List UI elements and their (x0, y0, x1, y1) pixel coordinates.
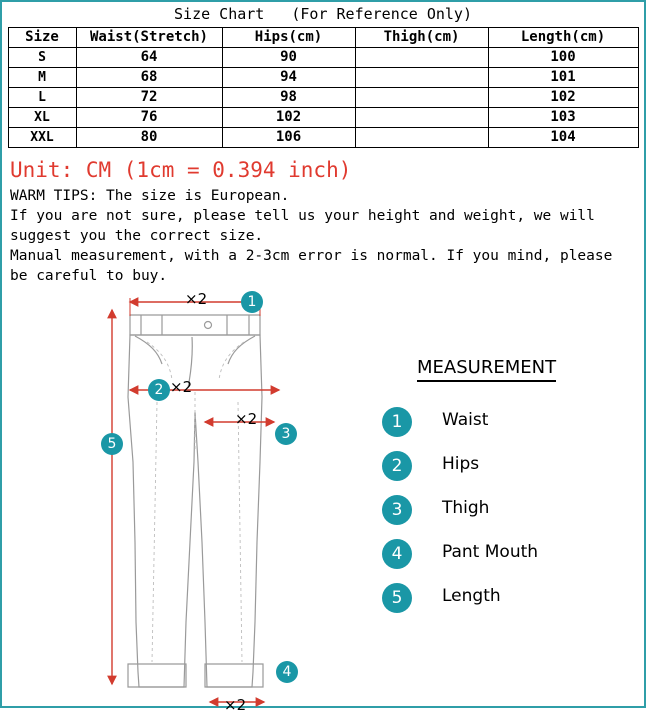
note-line: be careful to buy. (10, 268, 168, 284)
legend-item-pant-mouth (382, 539, 539, 569)
dim-label-thigh: ×2 (235, 410, 258, 428)
column-header-size: Size (8, 28, 76, 48)
measurement-diagram (2, 292, 646, 722)
callout-badge-2: 2 (148, 379, 170, 401)
cell-thigh (355, 128, 488, 148)
legend-label-thigh: Thigh (442, 498, 490, 518)
cell-waist: 72 (76, 88, 222, 108)
legend-badge-5: 5 (382, 583, 412, 613)
cell-waist: 64 (76, 48, 222, 68)
cell-size: XXL (8, 128, 76, 148)
cell-hips: 90 (222, 48, 355, 68)
legend-badge-2: 2 (382, 451, 412, 481)
cell-size: S (8, 48, 76, 68)
measurement-legend-title: MEASUREMENT (417, 357, 556, 382)
column-header-thigh: Thigh(cm) (355, 28, 488, 48)
cell-hips: 106 (222, 128, 355, 148)
note-line: If you are not sure, please tell us your height and weight, we will (10, 208, 595, 224)
legend-item-hips (382, 451, 480, 481)
table-row (8, 48, 638, 68)
cell-hips: 98 (222, 88, 355, 108)
column-header-hips: Hips(cm) (222, 28, 355, 48)
cell-hips: 102 (222, 108, 355, 128)
cell-length: 103 (488, 108, 638, 128)
legend-item-length (382, 583, 501, 613)
page-title (2, 2, 644, 23)
page-title-main: Size Chart (174, 5, 265, 23)
table-row (8, 128, 638, 148)
cell-waist: 68 (76, 68, 222, 88)
unit-note: Unit: CM (1cm = 0.394 inch) (10, 158, 352, 182)
cell-waist: 76 (76, 108, 222, 128)
callout-badge-5: 5 (101, 433, 123, 455)
cell-thigh (355, 48, 488, 68)
column-header-waist: Waist(Stretch) (76, 28, 222, 48)
cell-thigh (355, 108, 488, 128)
table-header-row (8, 28, 638, 48)
legend-badge-4: 4 (382, 539, 412, 569)
cell-length: 102 (488, 88, 638, 108)
note-line: WARM TIPS: The size is European. (10, 188, 290, 204)
cell-size: L (8, 88, 76, 108)
callout-badge-1: 1 (241, 291, 263, 313)
dim-label-hips: ×2 (170, 378, 193, 396)
cell-length: 100 (488, 48, 638, 68)
legend-label-pant-mouth: Pant Mouth (442, 542, 539, 562)
callout-badge-3: 3 (275, 423, 297, 445)
cell-size: M (8, 68, 76, 88)
note-line: Manual measurement, with a 2-3cm error is normal. If you mind, please (10, 248, 613, 264)
legend-item-thigh (382, 495, 490, 525)
cell-thigh (355, 68, 488, 88)
page-title-sub: (For Reference Only) (291, 5, 472, 23)
note-line: suggest you the correct size. (10, 228, 264, 244)
dim-label-waist: ×2 (185, 290, 208, 308)
legend-label-length: Length (442, 586, 501, 606)
legend-item-waist (382, 407, 489, 437)
cell-size: XL (8, 108, 76, 128)
cell-length: 101 (488, 68, 638, 88)
cell-waist: 80 (76, 128, 222, 148)
callout-badge-4: 4 (276, 661, 298, 683)
dim-label-pant-mouth: ×2 (224, 696, 247, 714)
legend-badge-1: 1 (382, 407, 412, 437)
legend-label-waist: Waist (442, 410, 489, 430)
table-row (8, 68, 638, 88)
cell-thigh (355, 88, 488, 108)
warm-tips (10, 186, 640, 286)
table-row (8, 108, 638, 128)
legend-label-hips: Hips (442, 454, 480, 474)
size-chart-table (8, 27, 639, 148)
table-row (8, 88, 638, 108)
legend-badge-3: 3 (382, 495, 412, 525)
column-header-length: Length(cm) (488, 28, 638, 48)
cell-length: 104 (488, 128, 638, 148)
cell-hips: 94 (222, 68, 355, 88)
